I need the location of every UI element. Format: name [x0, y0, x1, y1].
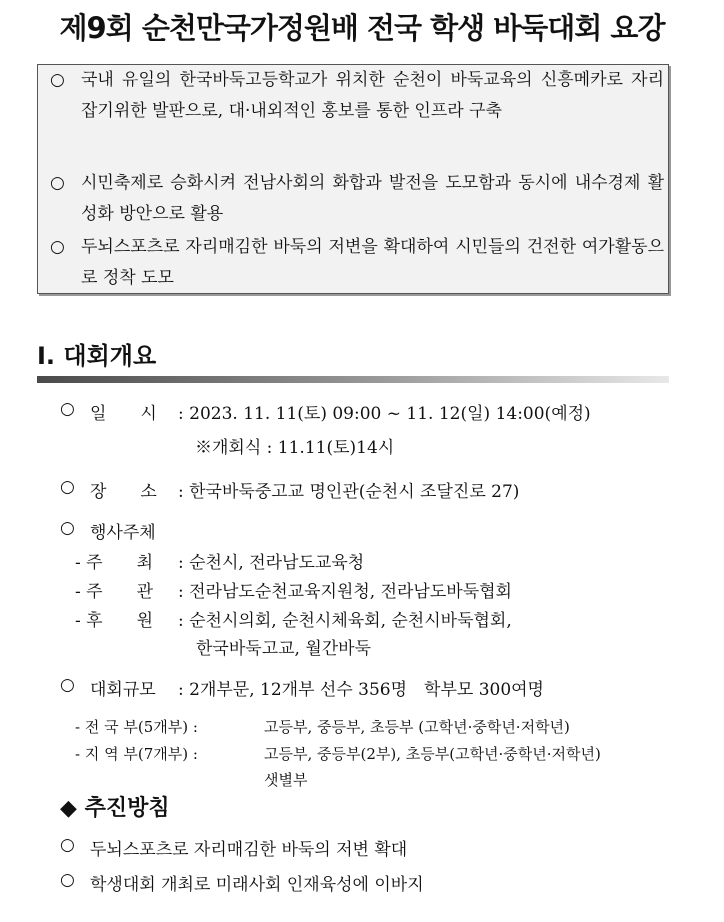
intro-box: [37, 64, 669, 294]
intro-text: 국내 유일의 한국바둑고등학교가 위치한 순천이 바둑교육의 신흥메카로 자리 잡기위한 발판으로, 대·내외적인 홍보를 통한 인프라 구축: [81, 70, 664, 121]
support-value: : 순천시의회, 순천시체육회, 순천시바둑협회,: [178, 611, 512, 631]
opening-note: ※개회식 : 11.11(토)14시: [195, 438, 395, 458]
section-divider: [37, 376, 669, 383]
bullet-circle: ○: [50, 70, 65, 90]
bullet-circle: ○: [60, 399, 75, 419]
bullet-circle: ○: [50, 173, 65, 193]
bullet-circle: ○: [50, 237, 65, 257]
manage-label: - 주 관: [75, 582, 153, 602]
diamond-icon: ◆: [60, 796, 77, 821]
policy-item: 두뇌스포츠로 자리매김한 바둑의 저변 확대: [90, 840, 408, 860]
bullet-circle: ○: [60, 835, 75, 855]
policy-title: 추진방침: [84, 796, 170, 821]
support-value-continued: 한국바둑고교, 월간바둑: [196, 639, 372, 659]
page-title: 제9회 순천만국가정원배 전국 학생 바둑대회 요강: [59, 11, 665, 45]
intro-text: 두뇌스포츠로 자리매김한 바둑의 저변을 확대하여 시민들의 건전한 여가활동으로 정착 도모: [81, 237, 664, 288]
bullet-circle: ○: [60, 518, 75, 538]
intro-text: 시민축제로 승화시켜 전남사회의 화합과 발전을 도모함과 동시에 내수경제 활성화 방안으로 활용: [81, 173, 664, 224]
bullet-circle: ○: [60, 870, 75, 890]
national-division-value: 고등부, 중등부, 초등부 (고학년·중학년·저학년): [264, 718, 570, 736]
manage-value: : 전라남도순천교육지원청, 전라남도바둑협회: [178, 582, 512, 602]
regional-division-value-continued: 샛별부: [264, 771, 308, 789]
venue-value: : 한국바둑중고교 명인관(순천시 조달진로 27): [178, 482, 520, 502]
bullet-circle: ○: [60, 675, 75, 695]
bullet-circle: ○: [60, 477, 75, 497]
support-label: - 후 원: [75, 611, 153, 631]
scale-label: 대회규모: [90, 680, 156, 700]
regional-division-value: 고등부, 중등부(2부), 초등부(고학년·중학년·저학년): [264, 745, 601, 763]
host-value: : 순천시, 전라남도교육청: [178, 553, 365, 573]
policy-heading: [60, 791, 170, 822]
host-label: - 주 최: [75, 553, 153, 573]
organizers-label: 행사주체: [90, 523, 156, 543]
venue-label: 장 소: [90, 482, 157, 502]
regional-division-label: - 지 역 부(7개부) :: [75, 745, 198, 763]
schedule-value: : 2023. 11. 11(토) 09:00 ~ 11. 12(일) 14:00(예정): [178, 404, 591, 424]
policy-item: 학생대회 개최로 미래사회 인재육성에 이바지: [90, 875, 424, 895]
scale-value: : 2개부문, 12개부 선수 356명 학부모 300여명: [178, 680, 544, 700]
schedule-label: 일 시: [90, 404, 157, 424]
national-division-label: - 전 국 부(5개부) :: [75, 718, 198, 736]
section-title: Ⅰ. 대회개요: [37, 342, 157, 370]
